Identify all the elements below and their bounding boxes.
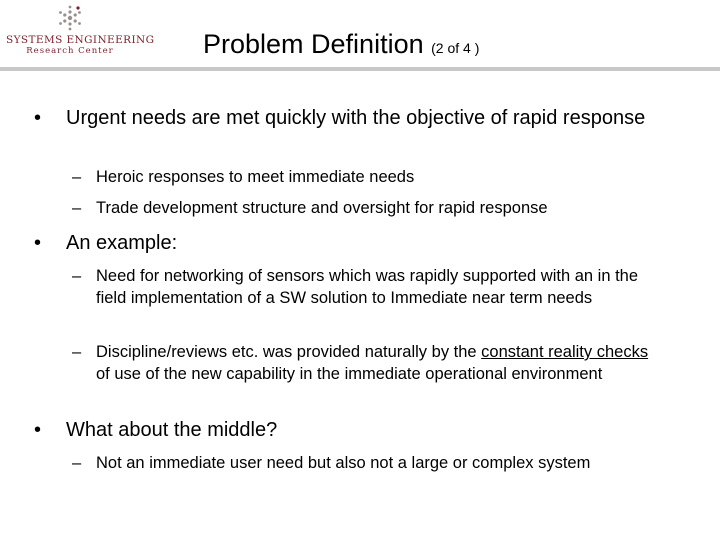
page-title [203, 28, 479, 64]
sub-bullet-text: of use of the new capability in the immediate operational environment [96, 365, 603, 383]
logo-subtitle: Research Center [26, 46, 114, 56]
title-subtitle: (2 of 4 ) [431, 40, 480, 56]
underlined-phrase: constant reality checks [481, 343, 649, 361]
logo-title: SYSTEMS ENGINEERING [6, 34, 155, 46]
sub-bullet-item: – Trade development structure and oversight for rapid response [96, 197, 666, 219]
bullet-item: • An example: [66, 231, 666, 255]
snowflake-logo-icon [56, 4, 84, 32]
seri-logo [6, 4, 155, 60]
title-main: Problem Definition [203, 29, 424, 59]
sub-bullet-item: – Not an immediate user need but also not a large or complex system [96, 452, 666, 474]
sub-bullet-item: – Heroic responses to meet immediate needs [96, 166, 666, 188]
header-divider [0, 67, 720, 71]
bullet-item: • Urgent needs are met quickly with the objective of rapid response [66, 106, 666, 130]
sub-bullet-item [96, 341, 666, 385]
bullet-item: • What about the middle? [66, 418, 666, 442]
sub-bullet-item: – Need for networking of sensors which was rapidly supported with an in the field implementation of a SW solution to Immediate near term needs [96, 265, 666, 309]
sub-bullet-text: Discipline/reviews etc. was provided naturally by the [96, 343, 482, 361]
